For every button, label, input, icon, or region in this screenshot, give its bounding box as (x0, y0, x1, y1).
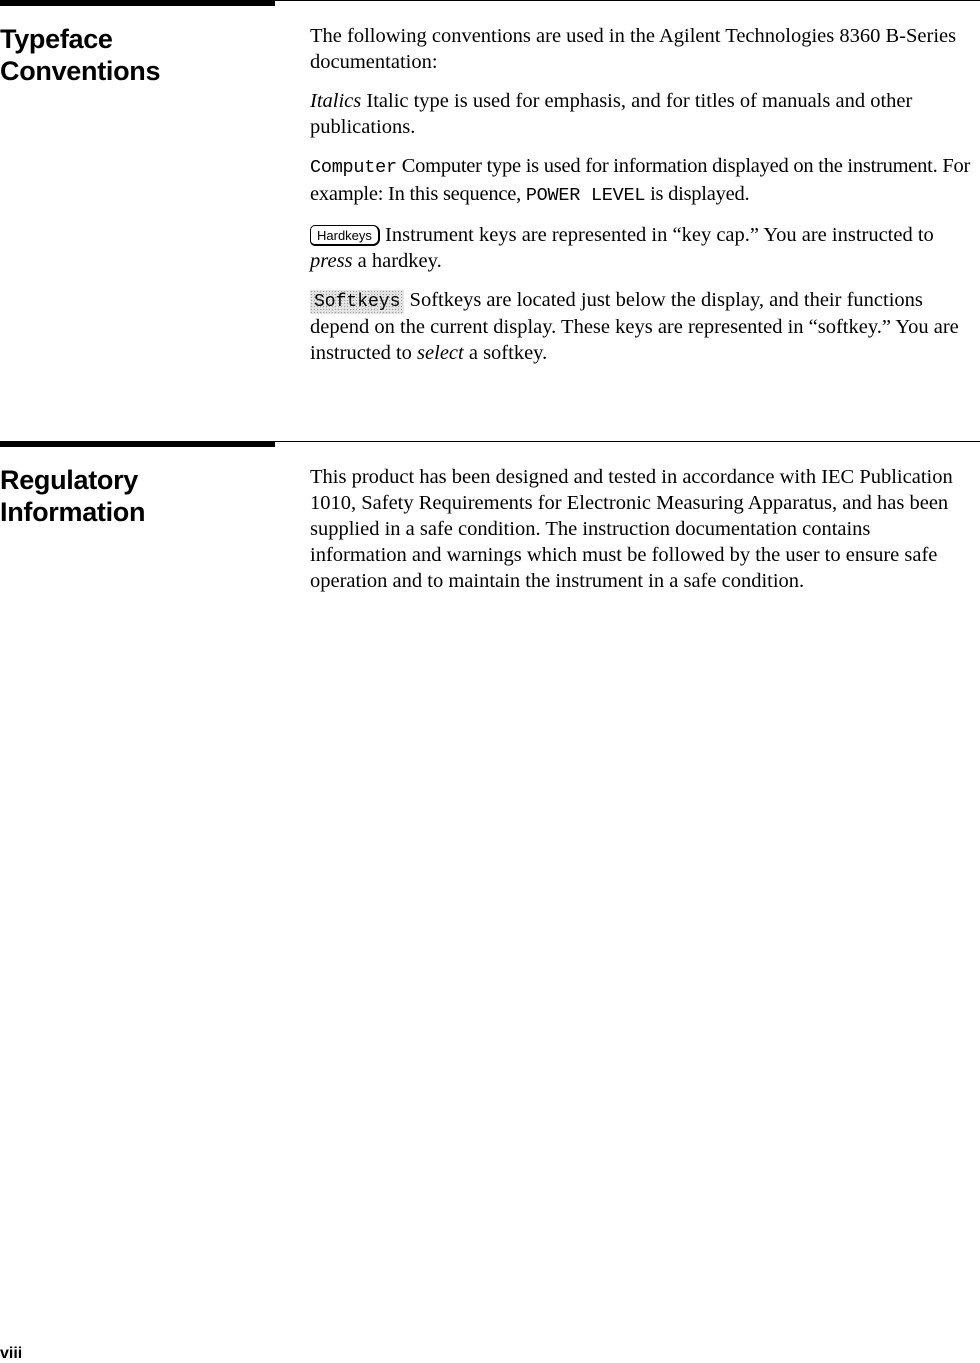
italics-description: Italic type is used for emphasis, and for titles of manuals and other publications. (310, 90, 913, 138)
section-rule-thin (275, 441, 980, 442)
softkeys-emphasis: select (417, 342, 464, 364)
heading-line: Regulatory (0, 465, 139, 495)
hardkeys-description-end: a hardkey. (352, 250, 442, 272)
hardkey-example: Hardkeys (310, 225, 380, 246)
computer-term: Computer (310, 157, 397, 178)
computer-description: Computer type is used for information displayed on the instrument. For example: In this sequence, (310, 155, 971, 205)
computer-paragraph (310, 153, 980, 209)
italics-paragraph (310, 88, 980, 140)
regulatory-information-body (310, 464, 960, 607)
computer-description-end: is displayed. (645, 183, 750, 205)
heading-line: Conventions (0, 56, 161, 86)
section-heading-regulatory-information (0, 464, 270, 528)
section-rule-thin (275, 0, 980, 1)
typeface-conventions-body (310, 23, 980, 379)
heading-line: Information (0, 497, 146, 527)
softkeys-paragraph (310, 287, 980, 366)
hardkeys-paragraph (310, 222, 980, 274)
regulatory-paragraph: This product has been designed and tested in accordance with IEC Publication 1010, Safety Requirements for Electronic Measuring Apparatus, and has been supplied in a safe condition. The instruction documentation contains information and warnings which must be followed by the user to ensure safe operation and to maintain the instrument in a safe condition. (310, 466, 953, 592)
hardkeys-emphasis: press (310, 250, 353, 272)
softkeys-description-end: a softkey. (463, 342, 548, 364)
softkeys-description: Softkeys are located just below the display, and their functions depend on the current display. These keys are represented in “softkey.” You are instructed to (310, 289, 959, 364)
softkey-example: Softkeys (310, 290, 404, 314)
intro-paragraph: The following conventions are used in the Agilent Technologies 8360 B-Series documentation: (310, 25, 957, 73)
page-number: viii (0, 1345, 23, 1362)
heading-line: Typeface (0, 24, 113, 54)
computer-example: POWER LEVEL (525, 185, 646, 206)
italics-term: Italics (310, 90, 362, 112)
section-rule-thick (0, 0, 275, 6)
section-rule-thick (0, 441, 275, 447)
section-heading-typeface-conventions (0, 23, 270, 87)
hardkeys-description: Instrument keys are represented in “key cap.” You are instructed to (379, 224, 934, 246)
